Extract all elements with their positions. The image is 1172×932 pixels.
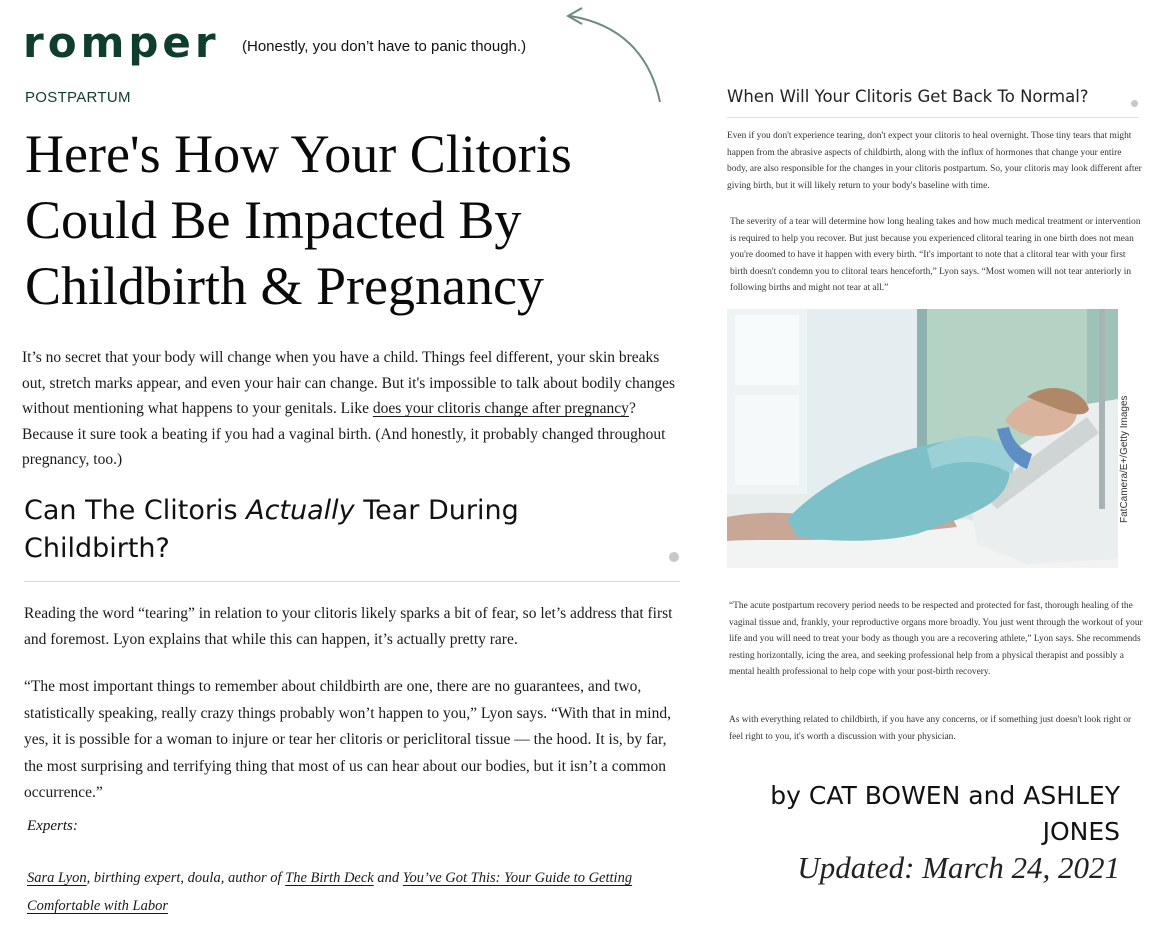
paragraph-lyon-quote: “The most important things to remember about childbirth are one, there are no guarantees, and two, statistically speaking, really crazy things probably won’t happen to you,” Lyon says. “With that in mind, yes, it is possible for a woman to injure or tear her clitoris or periclitoral tissue — the hood. It is, by far, the most surprising and terrifying thing that most of us can hear about our bodies, but it isn’t a common occurrence.” [24, 678, 671, 801]
sidebar-heading: When Will Your Clitoris Get Back To Normal? [727, 87, 1089, 106]
expert-link-sara-lyon[interactable]: Sara Lyon [27, 870, 87, 886]
updated-date: Updated: March 24, 2021 [797, 850, 1120, 885]
curved-arrow-icon [560, 4, 670, 108]
romper-logo[interactable]: romper [23, 18, 220, 67]
handwritten-note: (Honestly, you don’t have to panic though.) [242, 38, 527, 55]
photo-credit: FatCamera/E+/Getty Images [1119, 395, 1130, 523]
experts-list [27, 864, 687, 920]
book-link-birth-deck[interactable]: The Birth Deck [285, 870, 374, 886]
sidebar-paragraph-3: “The acute postpartum recovery period needs to be respected and protected for fast, thorough healing of the vaginal tissue and, frankly, your reproductive organs more broadly. You just went through the workout of your life and you will need to treat your body as though you are a recovering athlete,” Lyon says. She recommends resting horizontally, icing the area, and seeking professional help from a physical therapist and possibly a mental health professional to help cope with your post-birth recovery. [729, 601, 1143, 677]
expert-and: and [373, 870, 403, 886]
section-label[interactable]: POSTPARTUM [25, 89, 131, 106]
intro-paragraph [22, 345, 682, 473]
heading-part: Can The Clitoris [24, 495, 247, 526]
scroll-dot-icon [669, 552, 679, 562]
intro-text-end: ? Because it sure took a beating if you had a vaginal birth. (And honestly, it probably changed throughout pregnancy, too.) [22, 400, 666, 468]
heading-part-end: Tear During Childbirth? [24, 495, 519, 564]
paragraph-tearing: Reading the word “tearing” in relation to your clitoris likely sparks a bit of fear, so let’s address that first and foremost. Lyon explains that while this can happen, it’s actually pretty rare. [24, 605, 673, 648]
experts-label: Experts: [27, 818, 78, 834]
author-byline[interactable]: by CAT BOWEN and ASHLEY JONES [770, 781, 1120, 846]
sidebar-paragraph-2: The severity of a tear will determine how long healing takes and how much medical treatment or intervention is required to help you recover. But just because you experienced clitoral tearing in one birth does not mean you're doomed to have it happen with every birth. “It's important to note that a clitoral tear with your first birth doesn't condemn you to clitoral tears henceforth,” Lyon says. “Most women will not tear anteriorly in following births and might not tear at all.” [730, 217, 1141, 293]
intro-text: It’s no secret that your body will change when you have a child. Things feel different, your skin breaks out, stretch marks appear, and even your hair can change. But it's impossible to talk about bodily changes without mentioning what happens to your genitals. Like [22, 349, 675, 417]
expert-description: , birthing expert, doula, author of [86, 870, 286, 886]
divider [24, 581, 680, 582]
section-heading [24, 492, 584, 568]
heading-emphasis: Actually [246, 495, 355, 526]
scroll-dot-icon-small [1131, 100, 1138, 107]
sidebar-paragraph-1: Even if you don't experience tearing, don't expect your clitoris to heal overnight. Those tiny tears that might happen from the abrasive aspects of childbirth, along with the influx of hormones that change your entire body, are also responsible for the changes in your clitoris postpartum. So, your clitoris may look different after giving birth, but it will likely return to your body's baseline with time. [727, 131, 1142, 191]
book-link-youve-got-this[interactable]: You’ve Got This: Your Guide to Getting Comfortable with Labor [27, 870, 633, 914]
sidebar-paragraph-4: As with everything related to childbirth, if you have any concerns, or if something just doesn't look right or feel right to you, it's worth a discussion with your physician. [729, 715, 1132, 742]
hospital-bed-photo [727, 309, 1118, 568]
article-headline: Here's How Your Clitoris Could Be Impacted By Childbirth & Pregnancy [25, 124, 572, 316]
clitoris-change-link[interactable]: does your clitoris change after pregnancy [372, 400, 629, 417]
sidebar-divider [727, 117, 1139, 118]
